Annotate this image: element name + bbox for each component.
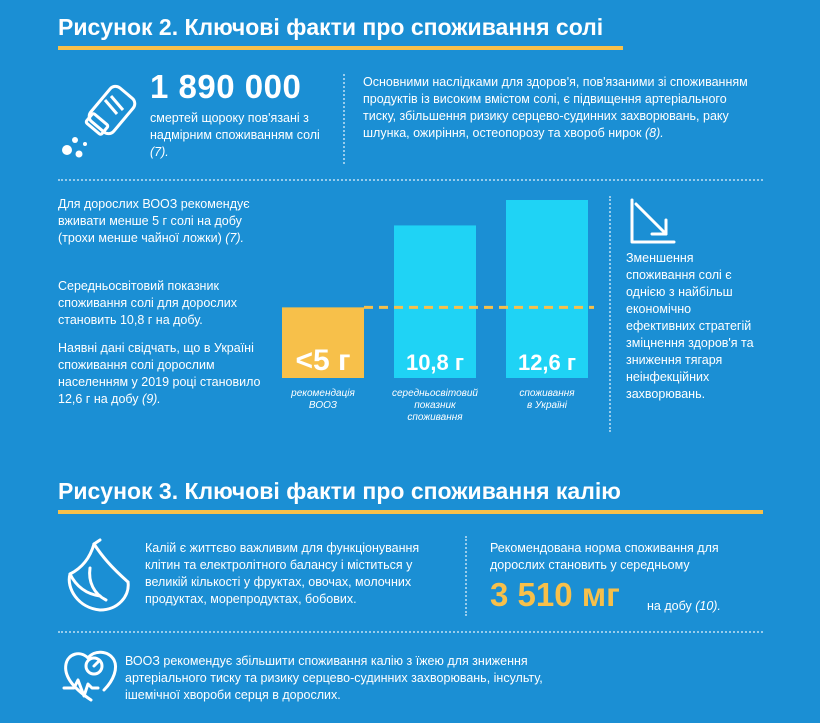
potassium-title-underline — [58, 510, 763, 514]
salt-effects-description: Основними наслідками для здоров'я, пов'язаними зі споживанням продуктів із високим вмістом солі, є підвищення артеріального тиску, збільшення ризику серцево-судинних захворювань, раку шлунка, ожиріння, остеопорозу та хвороб нирок — [363, 75, 748, 140]
horizontal-divider-2 — [58, 631, 763, 633]
salt-section-title: Рисунок 2. Ключові факти про споживання солі — [58, 14, 604, 40]
category-label-2: середньосвітовий показник споживання — [392, 388, 478, 423]
bar-value-label-1: <5 г — [295, 344, 351, 377]
salt-deaths-description: смертей щороку пов'язані з надмірним споживанням солі — [150, 111, 320, 142]
vertical-divider — [343, 74, 345, 164]
heart-pulse-icon — [60, 644, 122, 706]
salt-deaths-text — [150, 110, 335, 161]
potassium-norm-text: Рекомендована норма споживання для дорослих становить у середньому — [490, 541, 719, 572]
salt-recommendation-description: Для дорослих ВООЗ рекомендує вживати менше 5 г солі на добу (трохи менше чайної ложки) — [58, 197, 250, 245]
bar-value-label-3: 12,6 г — [517, 350, 577, 375]
category-label-3: споживання в Україні — [519, 388, 575, 411]
salt-reduction-text: Зменшення споживання солі є однією з найбільш економічно ефективних стратегій зміцнення здоров'я та зниження тягаря неінфекційних захворювань. — [626, 251, 754, 401]
salt-consumption-chart — [270, 190, 600, 440]
potassium-norm-suffix — [647, 598, 721, 615]
trend-down-arrow-icon — [626, 196, 678, 248]
vertical-divider-2 — [609, 196, 611, 432]
salt-title-underline — [58, 46, 623, 50]
potassium-importance-text: Калій є життєво важливим для функціонування клітин та електролітного балансу і міститься у великій кількості у фруктах, овочах, молочних продуктах, морепродуктах, бобових. — [145, 541, 420, 606]
salt-deaths-ref: (7). — [150, 145, 169, 159]
banana-icon — [60, 538, 136, 618]
potassium-norm-ref: (10). — [695, 599, 721, 613]
salt-effects-text — [363, 74, 763, 142]
horizontal-divider — [58, 179, 763, 181]
salt-effects-ref: (8). — [645, 126, 664, 140]
potassium-who-text: ВООЗ рекомендує збільшити споживання калію з їжею для зниження артеріального тиску та ризику серцево-судинних захворювань, інсульту, ішемічної хвороби серця в дорослих. — [125, 654, 543, 702]
salt-ukraine-ref: (9). — [142, 392, 161, 406]
salt-ukraine-text — [58, 340, 263, 408]
salt-recommendation-ref: (7). — [225, 231, 244, 245]
potassium-norm-value: 3 510 мг — [490, 576, 620, 613]
salt-deaths-number: 1 890 000 — [150, 68, 302, 105]
salt-shaker-icon — [55, 72, 145, 162]
salt-average-text: Середньосвітовий показник споживання солі для дорослих становить 10,8 г на добу. — [58, 279, 238, 327]
bar-value-label-2: 10,8 г — [405, 350, 465, 375]
category-label-1: рекомендація ВООЗ — [291, 388, 355, 411]
vertical-divider-3 — [465, 536, 467, 616]
potassium-section-title: Рисунок 3. Ключові факти про споживання калію — [58, 478, 621, 504]
salt-ukraine-description: Наявні дані свідчать, що в Україні споживання солі дорослим населенням у 2019 році становило 12,6 г на добу — [58, 341, 261, 406]
salt-recommendation-text — [58, 196, 263, 247]
potassium-norm-suffix-text: на добу — [647, 599, 692, 613]
